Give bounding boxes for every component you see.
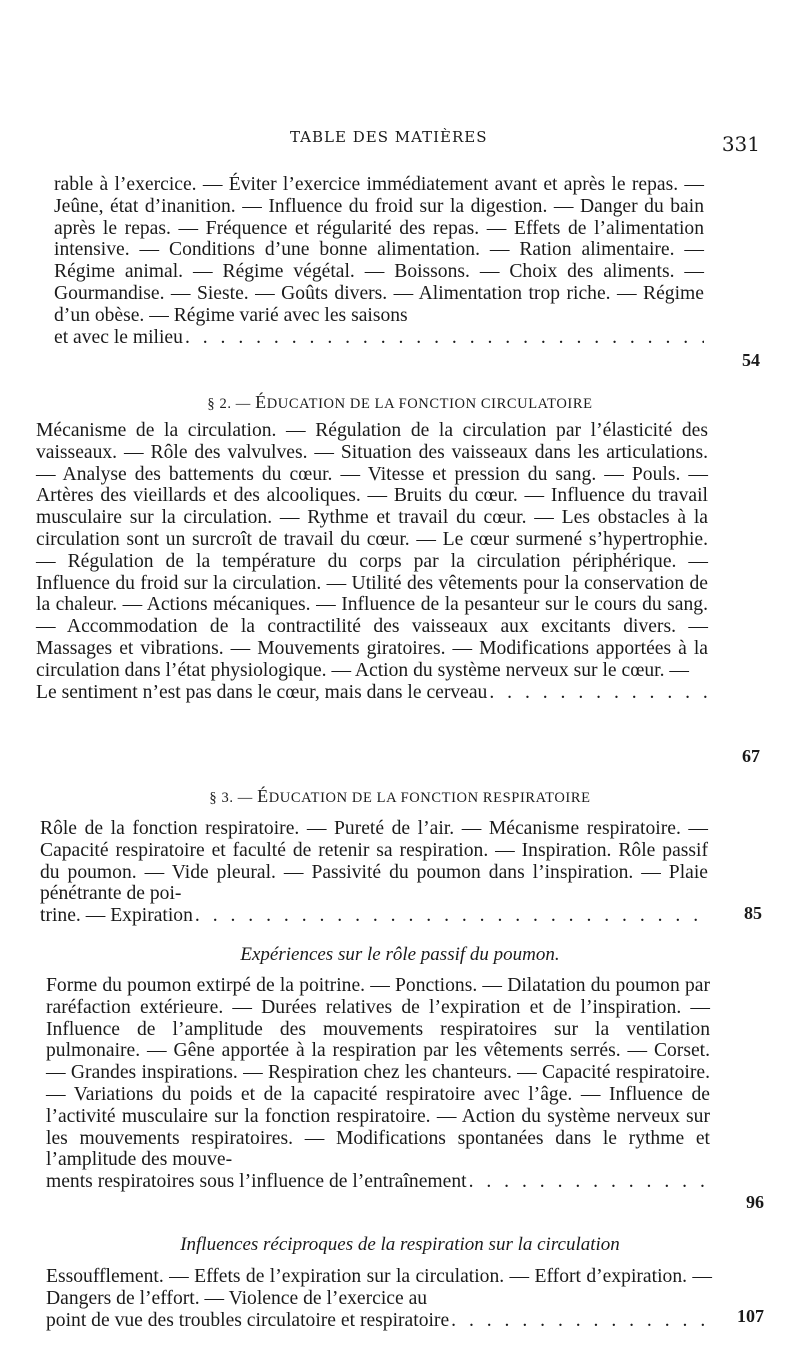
running-title: TABLE DES MATIÈRES — [290, 128, 488, 146]
entry-leader-line — [46, 1171, 710, 1193]
entry-leader-line — [46, 1310, 712, 1332]
dot-leader — [185, 327, 704, 349]
entry-last-line: Le sentiment n’est pas dans le cœur, mais dans le cerveau — [36, 681, 488, 703]
entry-last-line: trine. — Expiration — [40, 905, 193, 927]
italic-subheading: Expériences sur le rôle passif du poumon. — [240, 944, 560, 965]
toc-entry — [46, 1266, 712, 1331]
section-title — [0, 392, 800, 413]
entry-page-number: 67 — [742, 746, 760, 766]
entry-leader-line — [40, 905, 708, 927]
section-name: DUCATION DE LA FONCTION CIRCULATOIRE — [266, 396, 593, 412]
page-number: 331 — [721, 132, 760, 156]
entry-leader-line — [54, 327, 704, 349]
dot-leader — [469, 1171, 710, 1193]
entry-page-number: 54 — [742, 350, 760, 370]
section-prefix: § 2. — — [207, 396, 256, 412]
italic-subheading: Influences réciproques de la respiration sur la circulation — [180, 1234, 620, 1255]
entry-text: Rôle de la fonction respiratoire. — Pureté de l’air. — Mécanisme respiratoire. — Capacité respiratoire et faculté de retenir sa respiration. — Inspiration. Rôle passif du poumon. — Vide pleural. — Passivité du poumon dans l’inspiration. — Plaie pénétrante de poi- — [40, 818, 708, 905]
dot-leader — [451, 1310, 712, 1332]
entry-text: Essoufflement. — Effets de l’expiration sur la circulation. — Effort d’expiration. — Dangers de l’effort. — Violence de l’exercice au — [46, 1266, 712, 1309]
entry-text: rable à l’exercice. — Éviter l’exercice immédiatement avant et après le repas. — Jeûne, état d’inanition. — Influence du froid sur la digestion. — Danger du bain après le repas. — Fréquence et régularité des repas. — Effets de l’alimentation intensive. — Conditions d’une bonne alimentation. — Ration alimentaire. — Régime animal. — Régime végétal. — Boissons. — Choix des aliments. — Gourmandise. — Sieste. — Goûts divers. — Alimentation trop riche. — Régime d’un obèse. — Régime varié avec les saisons — [54, 174, 704, 326]
section-title — [0, 786, 800, 807]
entry-last-line: point de vue des troubles circulatoire et respiratoire — [46, 1309, 450, 1331]
entry-text: Mécanisme de la circulation. — Régulation de la circulation par l’élasticité des vaisseaux. — Rôle des valvulves. — Situation des vaisseaux dans les articulations. — Analyse des battements du cœur. — Vitesse et pression du sang. — Pouls. — Artères des vieillards et des alcooliques. — Bruits du cœur. — Influence du travail musculaire sur la circulation. — Rythme et travail du cœur. — Les obstacles à la circulation sont un surcroît de travail du cœur. — Le cœur surmené s’hypertrophie. — Régulation de la température du corps par la circulation périphérique. — Influence du froid sur la circulation. — Utilité des vêtements pour la conservation de la chaleur. — Actions mécaniques. — Influence de la pesanteur sur le cours du sang. — Accommodation de la contractilité des vaisseaux aux excitants divers. — Massages et vibrations. — Mouvements giratoires. — Modifications apportées à la circulation dans l’état physiologique. — Action du système nerveux sur le cœur. — — [36, 420, 708, 681]
toc-entry — [36, 420, 708, 703]
dot-leader — [195, 905, 708, 927]
section-initial: É — [257, 786, 269, 806]
section-initial: É — [255, 392, 267, 412]
entry-leader-line — [36, 682, 708, 704]
entry-page-number: 107 — [737, 1306, 764, 1326]
entry-last-line: ments respiratoires sous l’influence de l’entraînement — [46, 1171, 467, 1193]
toc-entry — [54, 174, 704, 348]
entry-last-line: et avec le milieu — [54, 326, 183, 348]
entry-text: Forme du poumon extirpé de la poitrine. — Ponctions. — Dilatation du poumon par raréfaction extérieure. — Durées relatives de l’expiration et de l’inspiration. — Influence de l’amplitude des mouvements respiratoires sur la ventilation pulmonaire. — Gêne apportée à la respiration par les vêtements serrés. — Corset. — Grandes inspirations. — Respiration chez les chanteurs. — Capacité respiratoire. — Variations du poids et de la capacité respiratoire avec l’âge. — Influence de l’activité musculaire sur la fonction respiratoire. — Action du système nerveux sur les mouvements respiratoires. — Modifications spontanées dans le rythme et l’amplitude des mouve- — [46, 975, 710, 1171]
page-header — [0, 128, 800, 156]
dot-leader — [489, 682, 708, 704]
toc-entry — [40, 818, 708, 927]
section-prefix: § 3. — — [209, 790, 258, 806]
entry-page-number: 85 — [744, 903, 762, 923]
toc-entry — [46, 975, 710, 1193]
entry-page-number: 96 — [746, 1192, 764, 1212]
section-name: DUCATION DE LA FONCTION RESPIRATOIRE — [268, 790, 591, 806]
